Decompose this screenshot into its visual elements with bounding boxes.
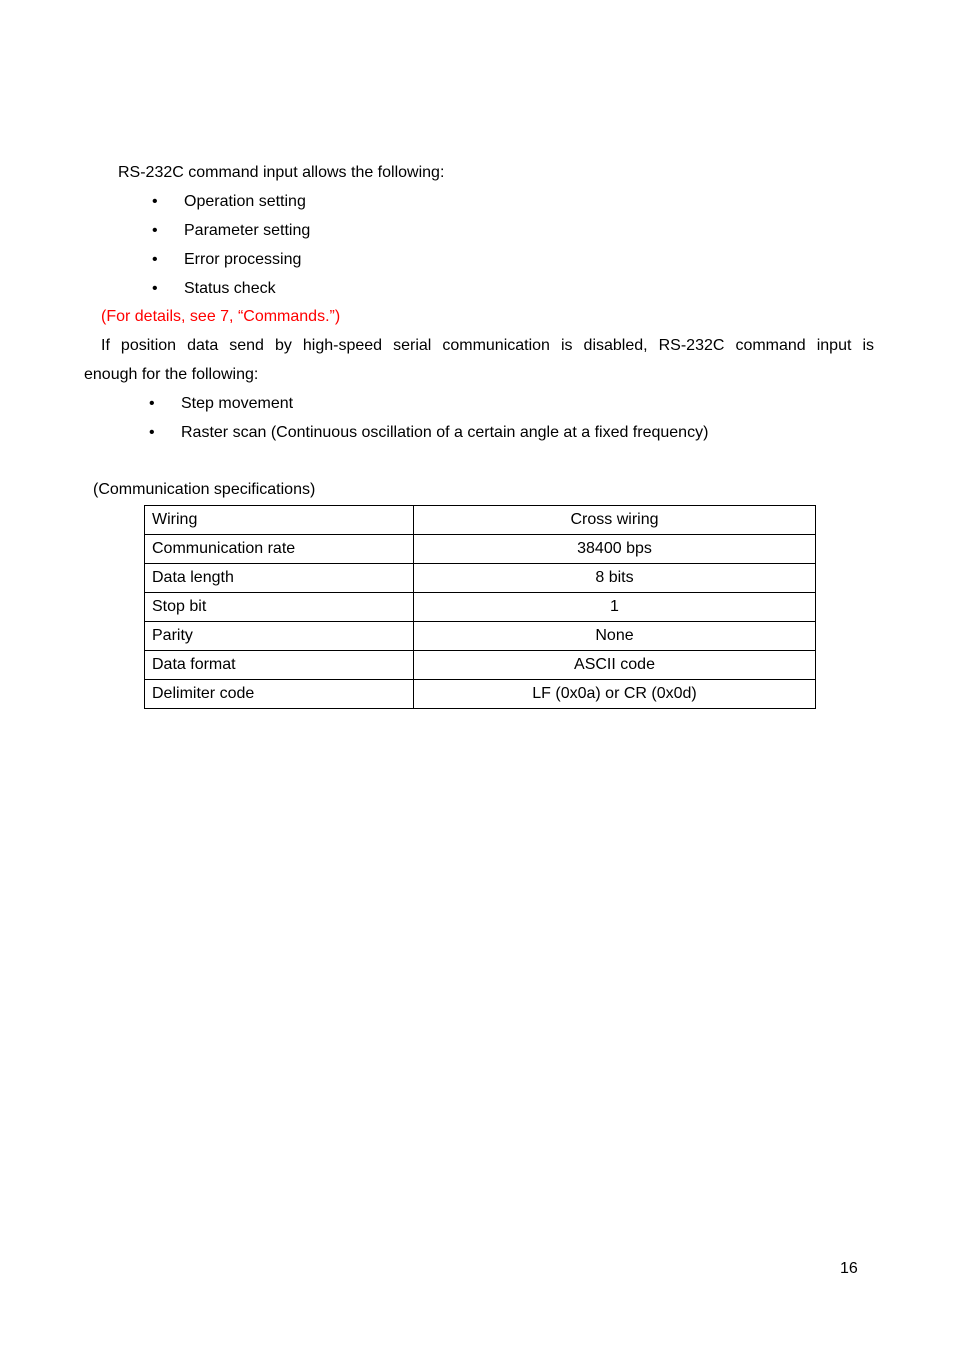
details-note: (For details, see 7, “Commands.”) xyxy=(101,308,341,325)
spec-value: 8 bits xyxy=(414,564,816,593)
table-row xyxy=(145,680,816,709)
bullet-icon: • xyxy=(152,193,158,210)
spec-value: None xyxy=(414,622,816,651)
spec-label: Data length xyxy=(145,564,414,593)
bullet-icon: • xyxy=(149,395,155,412)
spec-value: Cross wiring xyxy=(414,506,816,535)
paragraph-line-1: If position data send by high-speed serial communication is disabled, RS-232C command input is xyxy=(101,337,874,354)
feature-label: Status check xyxy=(184,280,276,297)
bullet-icon: • xyxy=(152,280,158,297)
feature-label: Operation setting xyxy=(184,193,306,210)
bullet-icon: • xyxy=(152,251,158,268)
table-row xyxy=(145,622,816,651)
intro-text: RS-232C command input allows the following: xyxy=(118,164,445,181)
movement-label: Raster scan (Continuous oscillation of a certain angle at a fixed frequency) xyxy=(181,424,709,441)
table-row xyxy=(145,506,816,535)
table-row xyxy=(145,651,816,680)
spec-label: Stop bit xyxy=(145,593,414,622)
table-row xyxy=(145,593,816,622)
paragraph-line-2: enough for the following: xyxy=(84,366,259,383)
page-number: 16 xyxy=(840,1260,858,1277)
spec-label: Data format xyxy=(145,651,414,680)
movement-label: Step movement xyxy=(181,395,294,412)
feature-label: Parameter setting xyxy=(184,222,311,239)
table-row xyxy=(145,564,816,593)
spec-label: Delimiter code xyxy=(145,680,414,709)
communication-spec-table xyxy=(144,505,816,709)
spec-value: 38400 bps xyxy=(414,535,816,564)
spec-value: LF (0x0a) or CR (0x0d) xyxy=(414,680,816,709)
spec-label: Wiring xyxy=(145,506,414,535)
bullet-icon: • xyxy=(152,222,158,239)
table-row xyxy=(145,535,816,564)
spec-value: 1 xyxy=(414,593,816,622)
spec-label: Communication rate xyxy=(145,535,414,564)
spec-value: ASCII code xyxy=(414,651,816,680)
bullet-icon: • xyxy=(149,424,155,441)
feature-label: Error processing xyxy=(184,251,302,268)
spec-table-title: (Communication specifications) xyxy=(93,481,316,498)
spec-label: Parity xyxy=(145,622,414,651)
